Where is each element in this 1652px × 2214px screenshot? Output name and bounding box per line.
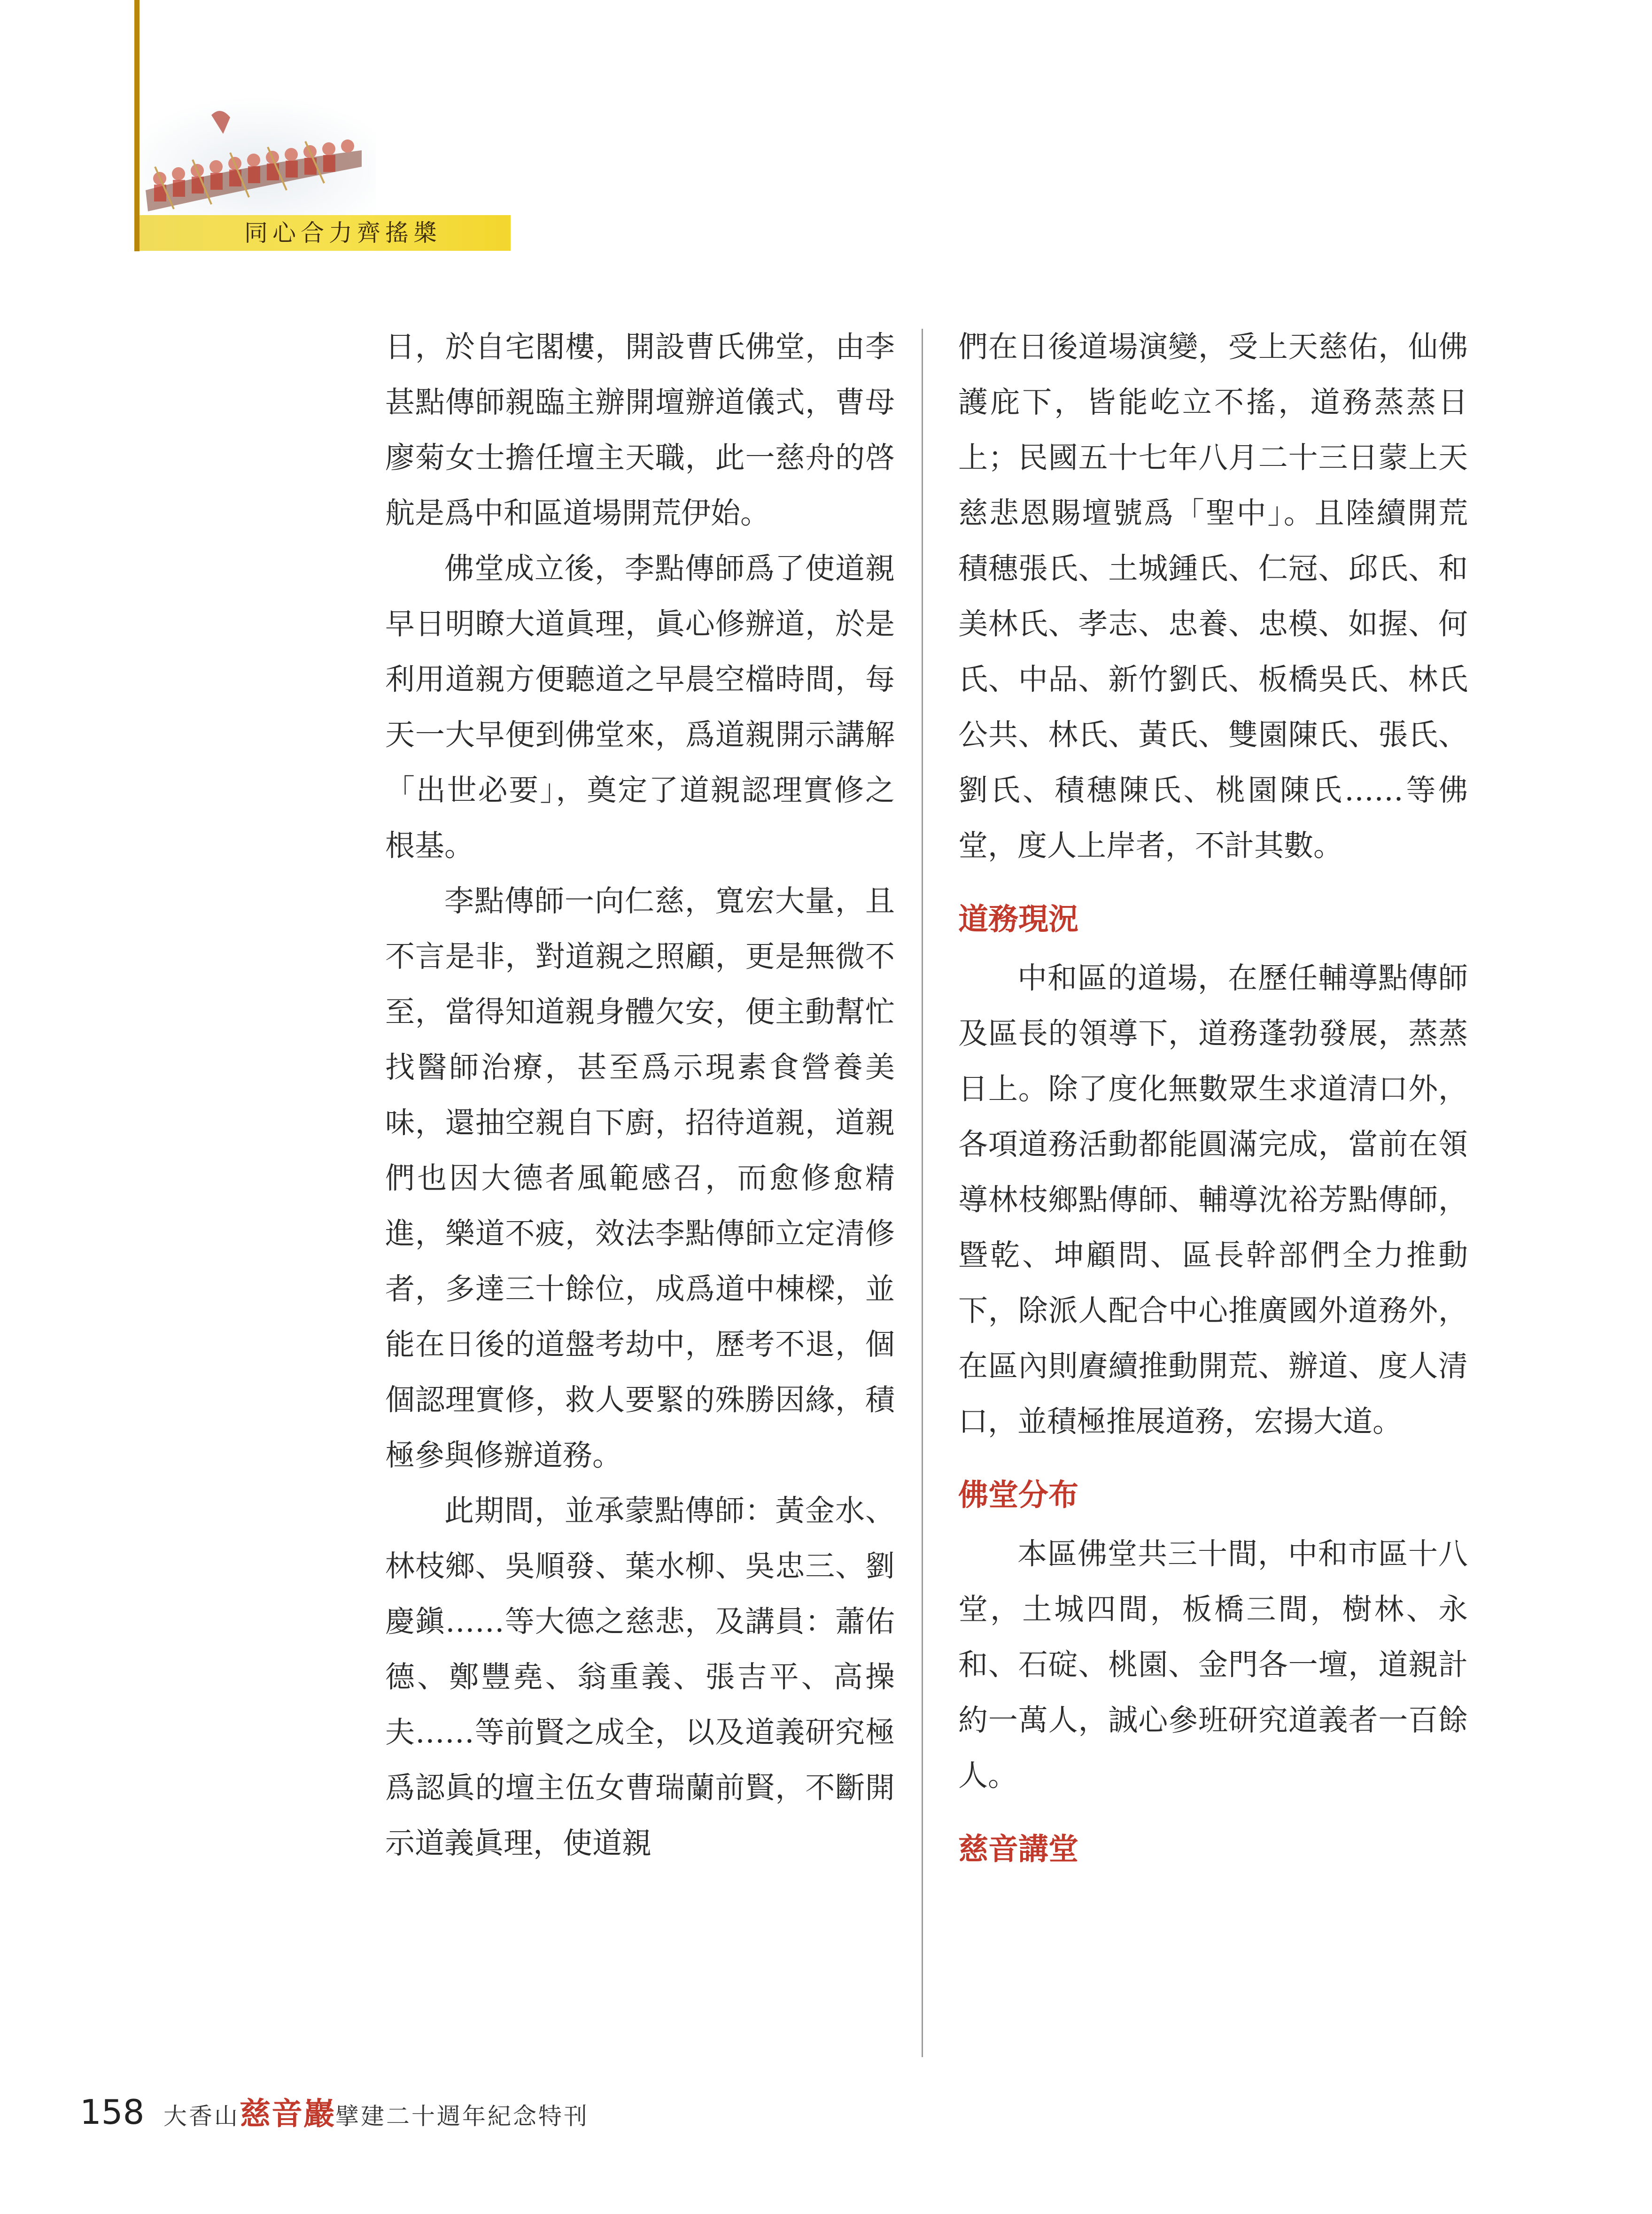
section-title-temple-distribution: 佛堂分布	[958, 1478, 1078, 1513]
page-number: 158	[80, 2092, 145, 2132]
publication-title-suffix: 擘建二十週年紀念特刊	[335, 2103, 589, 2130]
column-divider	[922, 329, 923, 2057]
header-gold-rule	[134, 0, 140, 251]
left-paragraph-1: 日，於自宅閣樓，開設曹氏佛堂，由李甚點傳師親臨主辦開壇辦道儀式，曹母廖菊女士擔任壇主天職，此一慈舟的啓航是爲中和區道場開荒伊始。	[385, 330, 895, 530]
publication-title-prefix: 大香山	[163, 2103, 240, 2130]
publication-title-accent: 慈音巖	[240, 2095, 335, 2132]
section-title-ciyin-lecture-hall: 慈音講堂	[958, 1832, 1078, 1867]
left-paragraph-4: 此期間，並承蒙點傳師：黃金水、林枝鄉、吳順發、葉水柳、吳忠三、劉慶鎭……等大德之慈悲，及講員：蕭佑德、鄭豐堯、翁重義、張吉平、高操夫……等前賢之成全，以及道義研究極爲認眞的壇主伍女曹瑞蘭前賢，不斷開示道義眞理，使道親	[385, 1494, 895, 1860]
header-title: 同心合力齊搖槳	[244, 219, 442, 247]
left-paragraph-3: 李點傳師一向仁慈，寬宏大量，且不言是非，對道親之照顧，更是無微不至，當得知道親身體欠安，便主動幫忙找醫師治療，甚至爲示現素食營養美味，還抽空親自下廚，招待道親，道親們也因大德者風範感召，而愈修愈精進，樂道不疲，效法李點傳師立定清修者，多達三十餘位，成爲道中棟樑，並能在日後的道盤考劫中，歷考不退，個個認理實修，救人要緊的殊勝因緣，積極參與修辦道務。	[385, 884, 895, 1472]
section-text-current-affairs: 中和區的道場，在歷任輔導點傳師及區長的領導下，道務蓬勃發展，蒸蒸日上。除了度化無數眾生求道清口外，各項道務活動都能圓滿完成，當前在領導林枝鄉點傳師、輔導沈裕芳點傳師，暨乾、坤顧問、區長幹部們全力推動下，除派人配合中心推廣國外道務外，在區內則賡續推動開荒、辦道、度人清口，並積極推展道務，宏揚大道。	[958, 961, 1468, 1439]
section-text-temple-distribution: 本區佛堂共三十間，中和市區十八堂，土城四間，板橋三間，樹林、永和、石碇、桃園、金門各一壇，道親計約一萬人，誠心參班研究道義者一百餘人。	[958, 1537, 1468, 1793]
dragon-boat-photo	[141, 96, 376, 221]
right-column	[958, 319, 1468, 1881]
left-column	[385, 319, 895, 1871]
publication-title	[163, 2097, 589, 2133]
right-intro-paragraph: 們在日後道場演變，受上天慈佑，仙佛護庇下，皆能屹立不搖，道務蒸蒸日上；民國五十七年八月二十三日蒙上天慈悲恩賜壇號爲「聖中」。且陸續開荒積穗張氏、土城鍾氏、仁冠、邱氏、和美林氏、孝志、忠養、忠模、如握、何氏、中品、新竹劉氏、板橋吳氏、林氏公共、林氏、黃氏、雙園陳氏、張氏、劉氏、積穗陳氏、桃園陳氏……等佛堂，度人上岸者，不計其數。	[958, 330, 1468, 863]
section-title-current-affairs: 道務現況	[958, 902, 1078, 937]
left-paragraph-2: 佛堂成立後，李點傳師爲了使道親早日明瞭大道眞理，眞心修辦道，於是利用道親方便聽道之早晨空檔時間，每天一大早便到佛堂來，爲道親開示講解「出世必要」，奠定了道親認理實修之根基。	[385, 551, 895, 863]
